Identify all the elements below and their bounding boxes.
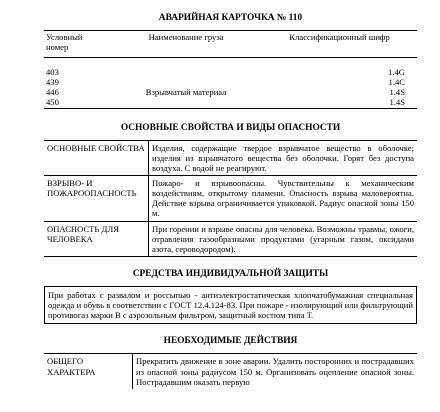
row-name	[126, 77, 246, 87]
actions-section-title: НЕОБХОДИМЫЕ ДЕЙСТВИЯ	[163, 336, 298, 347]
emergency-card	[44, 0, 417, 389]
row-code: 1.4S	[389, 87, 405, 98]
header-number-l2: номер	[46, 42, 69, 53]
row-name	[126, 97, 246, 107]
property-row	[44, 221, 417, 256]
table-row	[44, 67, 417, 77]
actions-table	[44, 353, 417, 388]
ppe-section-title: СРЕДСТВА ИНДИВИДУАЛЬНОЙ ЗАЩИТЫ	[132, 268, 329, 279]
property-label: ОПАСНОСТЬ ДЛЯ ЧЕЛОВЕКА	[44, 221, 149, 256]
table-spacer	[44, 58, 417, 68]
table-row	[44, 77, 417, 87]
ppe-text: При работах с развалом и россыпью - антиэлектростатическая хлопчатобумажная специальная одежда и обувь в соответствии с ГОСТ 12.4.124-83. При пожаре - изолирующий или фильтрующий противогаз марки В с аэрозольным фильтром, защитный костюм типа Т.	[44, 286, 417, 324]
row-code: 1.4S	[389, 97, 405, 108]
property-row	[44, 140, 417, 175]
cargo-table	[44, 30, 417, 108]
property-text: При горении и взрыве опасны для человека. Возможны травмы, ожоги, отравления газообразными продуктами (угарным газом, оксидами азота, сероводородом).	[149, 221, 418, 256]
row-number: 439	[46, 77, 59, 88]
row-code: 1.4G	[388, 67, 405, 77]
property-text: Пожаро- и взрывоопасны. Чувствительны к механическим воздействиям, открытому пламени. Опасность взрыва маловероятна. Действие взрыва ограничивается упаковкой. Радиус опасной зоны 150 м.	[149, 175, 418, 221]
row-number: 450	[46, 97, 59, 108]
action-text: Прекратить движение в зоне аварии. Удалить посторонних и пострадавших из опасной зоны радиусом 150 м. Организовать оцепление опасной зоны. Пострадавшим оказать первую	[133, 354, 418, 389]
property-label: ОСНОВНЫЕ СВОЙСТВА	[44, 140, 149, 175]
row-name: Взрывчатый материал	[145, 87, 227, 98]
row-number: 403	[46, 67, 59, 77]
header-number-l1: Условный	[46, 32, 83, 42]
card-title: АВАРИЙНАЯ КАРТОЧКА № 110	[158, 13, 303, 23]
property-text: Изделия, содержащие твердое взрывчатое вещество в оболочке; изделия из взрывчатого вещества без оболочки. Горят без доступа воздуха. С водой не реагируют.	[149, 140, 418, 175]
row-name	[126, 67, 246, 77]
property-label: ВЗРЫВО- И ПОЖАРООПАСНОСТЬ	[44, 175, 149, 221]
table-bottom-rule	[44, 108, 417, 109]
table-row	[44, 97, 417, 107]
action-label: ОБЩЕГО ХАРАКТЕРА	[47, 356, 96, 377]
properties-table	[44, 140, 417, 257]
action-row	[44, 354, 417, 389]
properties-section-title: ОСНОВНЫЕ СВОЙСТВА И ВИДЫ ОПАСНОСТИ	[120, 122, 341, 133]
table-row	[44, 87, 417, 97]
row-number: 446	[46, 87, 59, 98]
property-row	[44, 175, 417, 221]
header-class-code: Классификационный шифр	[246, 31, 417, 58]
header-cargo-name: Наименование груза	[126, 31, 246, 58]
row-code: 1.4C	[388, 77, 405, 88]
header-number	[44, 31, 126, 58]
